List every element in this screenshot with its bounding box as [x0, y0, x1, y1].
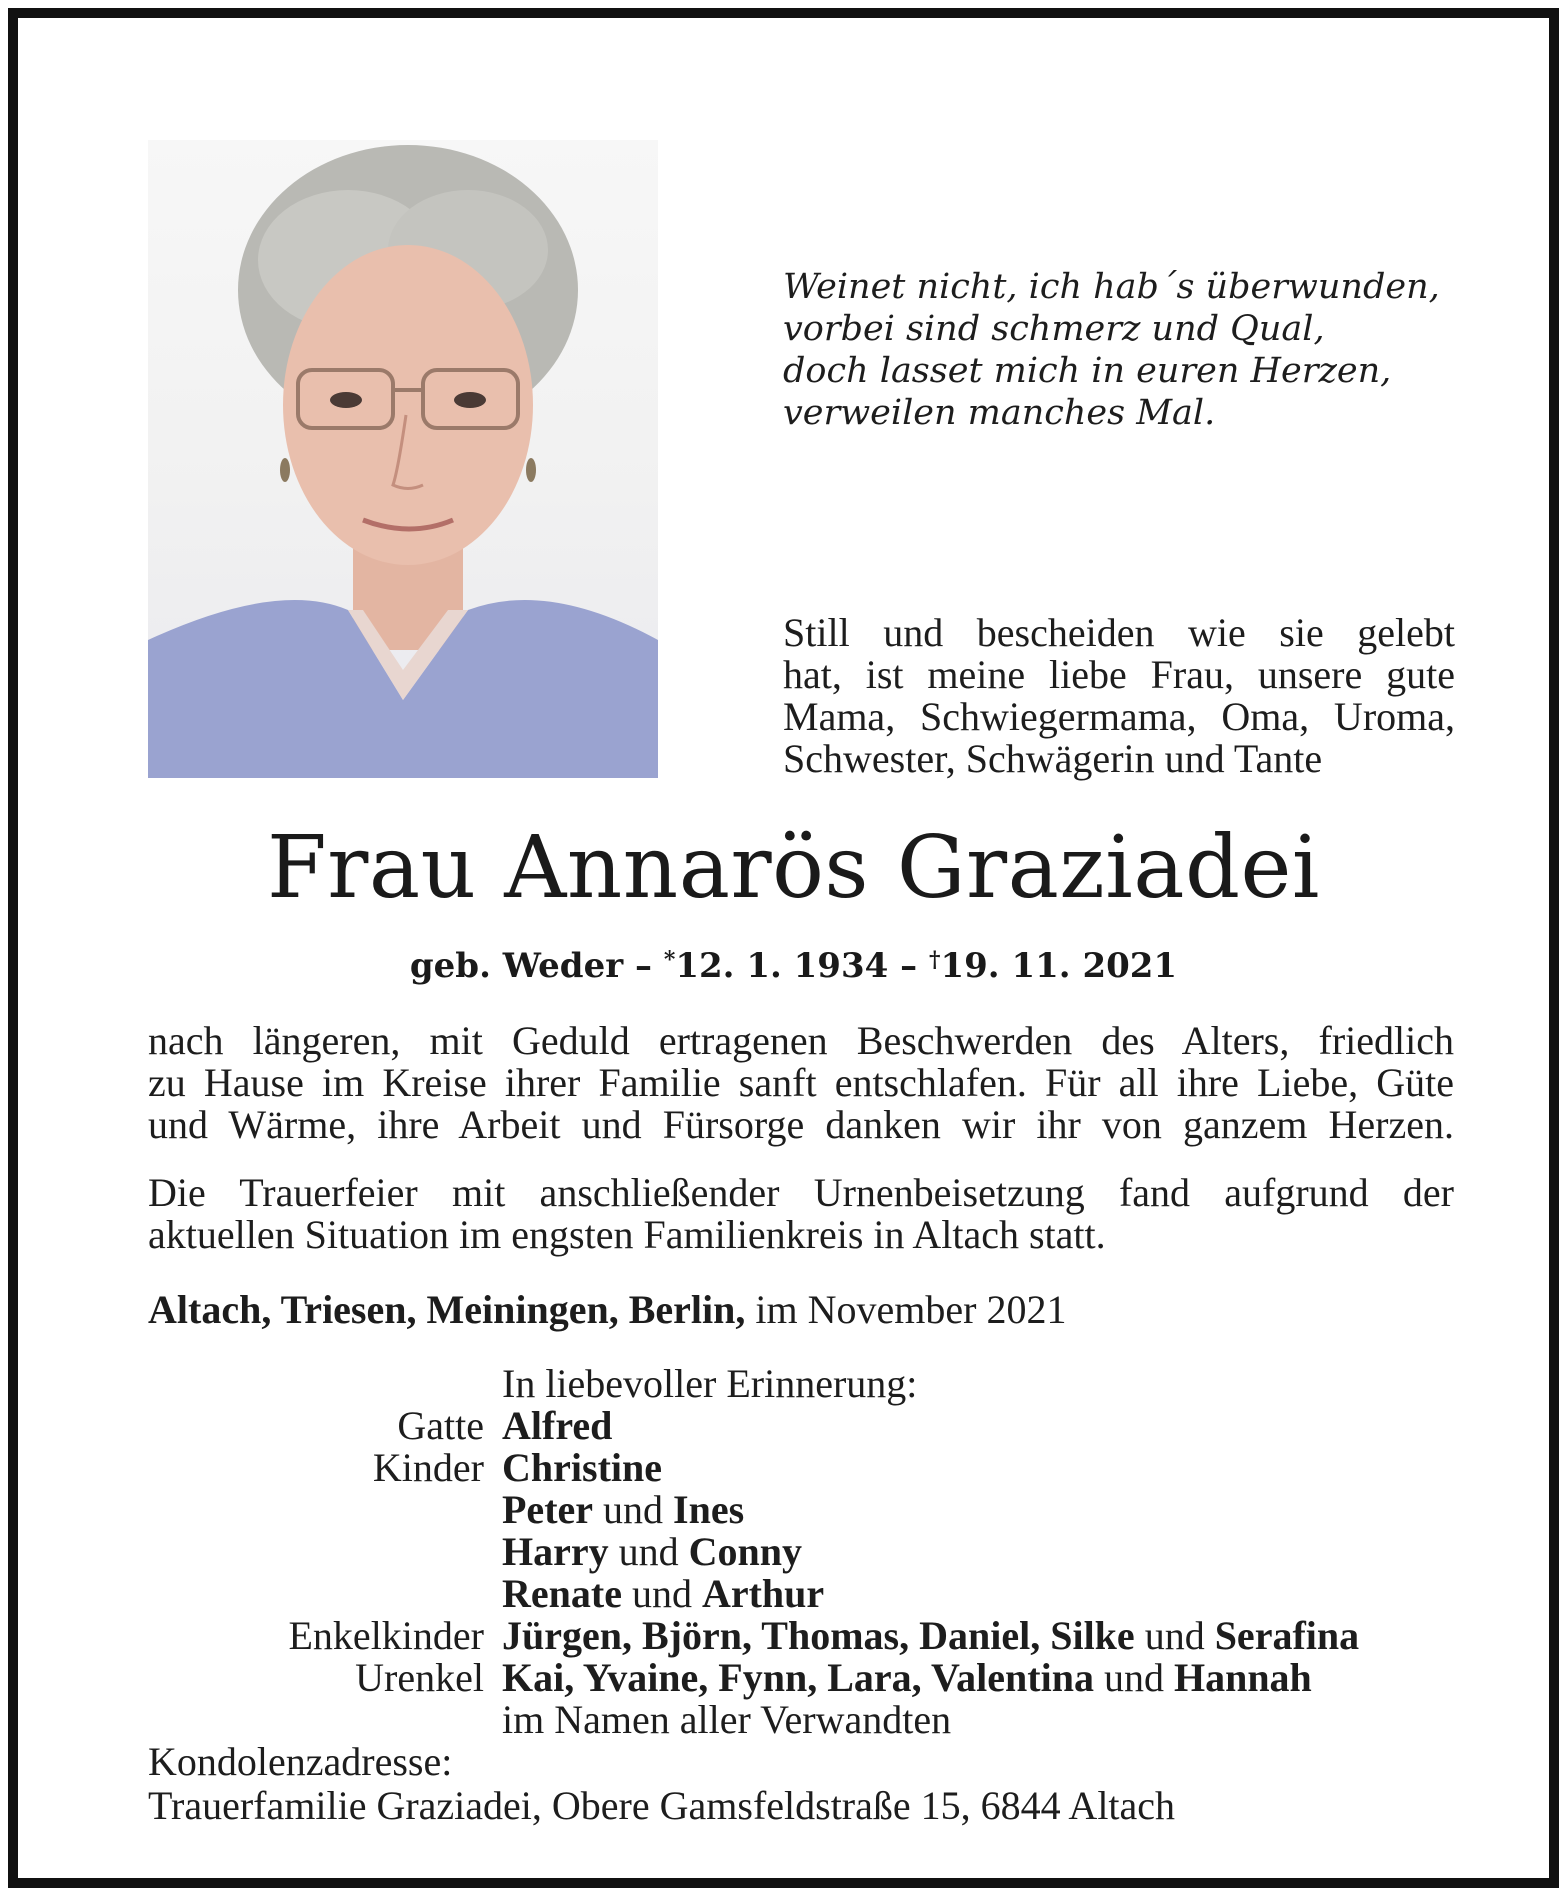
month: im November 2021	[755, 1287, 1067, 1332]
paragraph-ceremony	[148, 1172, 1454, 1256]
paragraph-line: zu Hause im Kreise ihrer Familie sanft entschlafen. Für all ihre Liebe, Güte	[148, 1060, 1454, 1105]
relatives-text: im Namen aller Verwandten	[502, 1697, 952, 1742]
portrait-photo	[148, 140, 658, 778]
family-row-relatives	[148, 1699, 1454, 1741]
role-label: Urenkel	[355, 1655, 484, 1700]
family-row	[148, 1489, 1454, 1531]
condolence-address-text: Trauerfamilie Graziadei, Obere Gamsfeldstraße 15, 6844 Altach	[148, 1783, 1176, 1828]
family-member: Peter	[502, 1487, 594, 1532]
poem-line: vorbei sind schmerz und Qual,	[783, 309, 1325, 349]
dash: –	[634, 946, 652, 986]
poem-line: Weinet nicht, ich hab´s überwunden,	[783, 267, 1440, 307]
paragraph-line: nach längeren, mit Geduld ertragenen Beschwerden des Alters, friedlich	[148, 1018, 1454, 1063]
cross-icon: †	[928, 947, 941, 973]
family-row	[148, 1531, 1454, 1573]
intro-line: Schwester, Schwägerin und Tante	[783, 736, 1323, 781]
family-member: Kai, Yvaine, Fynn, Lara, Valentina	[502, 1655, 1094, 1700]
family-member: Christine	[502, 1445, 662, 1490]
family-row	[148, 1573, 1454, 1615]
memory-heading: In liebevoller Erinnerung:	[502, 1361, 918, 1406]
conjunction: und	[618, 1529, 679, 1574]
family-row-urenkel	[148, 1657, 1454, 1699]
role-label: Kinder	[372, 1445, 484, 1490]
paragraph-passing	[148, 1020, 1454, 1146]
intro-line: hat, ist meine liebe Frau, unsere gute	[783, 652, 1455, 697]
paragraph-line: und Wärme, ihre Arbeit und Fürsorge danken wir ihr von ganzem Herzen.	[148, 1102, 1454, 1147]
poem	[783, 266, 1463, 434]
family-member: Conny	[688, 1529, 803, 1574]
poem-line: doch lasset mich in euren Herzen,	[783, 351, 1392, 391]
role-label: Gatte	[397, 1403, 484, 1448]
portrait-illustration	[148, 140, 658, 778]
family-member: Arthur	[701, 1571, 825, 1616]
intro-line: Still und bescheiden wie sie gelebt	[783, 610, 1455, 655]
family-row-kinder	[148, 1447, 1454, 1489]
poem-line: verweilen manches Mal.	[783, 393, 1216, 433]
family-row-gatte	[148, 1405, 1454, 1447]
towns: Altach, Triesen, Meiningen, Berlin,	[148, 1287, 746, 1332]
maiden-name: geb. Weder	[409, 946, 624, 986]
condolence-address	[148, 1740, 1454, 1828]
intro-text	[783, 612, 1455, 780]
condolence-label: Kondolenzadresse:	[148, 1739, 453, 1784]
paragraph-line: aktuellen Situation im engsten Familienkreis in Altach statt.	[148, 1212, 1106, 1257]
family-row-enkel	[148, 1615, 1454, 1657]
life-dates	[18, 938, 1567, 988]
places-line	[148, 1288, 1454, 1332]
conjunction: und	[631, 1571, 692, 1616]
dash: –	[900, 946, 918, 986]
family-member: Jürgen, Björn, Thomas, Daniel, Silke	[502, 1613, 1135, 1658]
family-member: Harry	[502, 1529, 609, 1574]
deceased-name: Frau Annarös Graziadei	[267, 818, 1320, 918]
family-member: Alfred	[502, 1403, 613, 1448]
family-member: Renate	[502, 1571, 622, 1616]
family-member: Serafina	[1214, 1613, 1360, 1658]
conjunction: und	[603, 1487, 664, 1532]
death-date: 19. 11. 2021	[940, 946, 1178, 986]
family-member: Ines	[673, 1487, 745, 1532]
paragraph-line: Die Trauerfeier mit anschließender Urnenbeisetzung fand aufgrund der	[148, 1170, 1454, 1215]
obituary-card	[8, 8, 1559, 1888]
birth-date: 12. 1. 1934	[675, 946, 889, 986]
conjunction: und	[1144, 1613, 1205, 1658]
role-label: Enkelkinder	[288, 1613, 484, 1658]
family-member: Hannah	[1173, 1655, 1312, 1700]
birth-star-icon: *	[663, 947, 676, 973]
family-list	[148, 1405, 1454, 1741]
conjunction: und	[1103, 1655, 1164, 1700]
intro-line: Mama, Schwiegermama, Oma, Uroma,	[783, 694, 1455, 739]
